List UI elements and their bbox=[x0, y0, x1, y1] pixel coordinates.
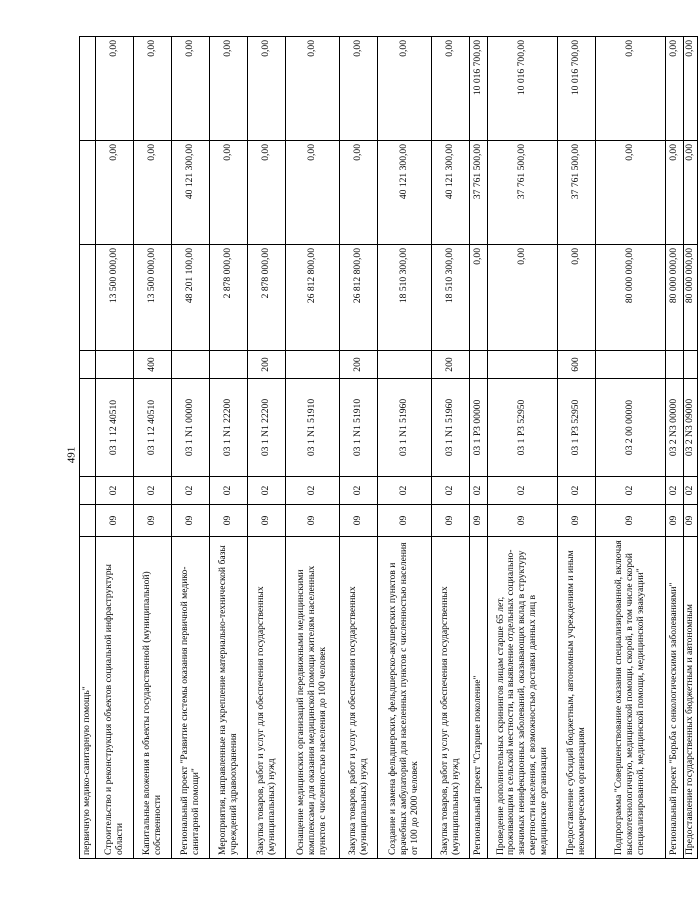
table-row bbox=[96, 37, 134, 859]
csr-code: 03 1 N1 51960 bbox=[432, 379, 470, 477]
vr-code bbox=[470, 351, 488, 379]
table-row bbox=[286, 37, 340, 859]
rz-code: 02 bbox=[488, 477, 558, 505]
amount-year-2: 0,00 bbox=[248, 141, 286, 245]
amount-year-3: 10 016 700,00 bbox=[558, 37, 596, 141]
gr-code: 09 bbox=[470, 505, 488, 537]
amount-year-2: 0,00 bbox=[596, 141, 666, 245]
csr-code: 03 1 P3 52950 bbox=[488, 379, 558, 477]
amount-year-2: 37 761 500,00 bbox=[470, 141, 488, 245]
row-name: Региональный проект "Старшее поколение" bbox=[470, 537, 488, 859]
vr-code: 200 bbox=[340, 351, 378, 379]
csr-code: 03 1 12 40510 bbox=[96, 379, 134, 477]
vr-code: 200 bbox=[248, 351, 286, 379]
rz-code: 02 bbox=[470, 477, 488, 505]
amount-year-1: 2 878 000,00 bbox=[248, 245, 286, 351]
gr-code: 09 bbox=[248, 505, 286, 537]
rz-code: 02 bbox=[432, 477, 470, 505]
amount-year-3: 0,00 bbox=[378, 37, 432, 141]
amount-year-2: 40 121 300,00 bbox=[432, 141, 470, 245]
rz-code bbox=[80, 477, 96, 505]
amount-year-1 bbox=[80, 245, 96, 351]
amount-year-2: 0,00 bbox=[210, 141, 248, 245]
amount-year-3: 0,00 bbox=[432, 37, 470, 141]
amount-year-1: 80 000 000,00 bbox=[666, 245, 684, 351]
budget-table bbox=[79, 37, 696, 859]
csr-code bbox=[80, 379, 96, 477]
vr-code: 600 bbox=[558, 351, 596, 379]
table-row bbox=[596, 37, 666, 859]
gr-code: 09 bbox=[558, 505, 596, 537]
page-number: 491 bbox=[65, 446, 77, 464]
amount-year-3: 0,00 bbox=[248, 37, 286, 141]
table-row bbox=[340, 37, 378, 859]
amount-year-1: 18 510 300,00 bbox=[378, 245, 432, 351]
vr-code bbox=[488, 351, 558, 379]
row-name: Оснащение медицинских организаций передвижными медицинскими комплексами для оказания медицинской помощи жителям населенных пунктов с численностью населения до 100 человек bbox=[286, 537, 340, 859]
amount-year-3: 0,00 bbox=[286, 37, 340, 141]
rz-code: 02 bbox=[134, 477, 172, 505]
gr-code: 09 bbox=[286, 505, 340, 537]
amount-year-2: 37 761 500,00 bbox=[488, 141, 558, 245]
amount-year-1: 26 812 800,00 bbox=[340, 245, 378, 351]
row-name: Проведение дополнительных скринингов лицам старше 65 лет, проживающим в сельской местности, на выявление отдельных социально-значимых неинфекционных заболеваний, оказывающих вклад в структуру смертности населения, с возможностью доставки данных лиц в медицинские организации bbox=[488, 537, 558, 859]
table-row bbox=[80, 37, 96, 859]
csr-code: 03 1 N1 51910 bbox=[286, 379, 340, 477]
gr-code: 09 bbox=[378, 505, 432, 537]
amount-year-2: 0,00 bbox=[684, 141, 698, 245]
table-row bbox=[684, 37, 698, 859]
amount-year-3: 0,00 bbox=[134, 37, 172, 141]
csr-code: 03 2 N3 00000 bbox=[666, 379, 684, 477]
rz-code: 02 bbox=[210, 477, 248, 505]
csr-code: 03 1 N1 00000 bbox=[172, 379, 210, 477]
csr-code: 03 1 N1 51910 bbox=[340, 379, 378, 477]
rz-code: 02 bbox=[666, 477, 684, 505]
row-name: Мероприятия, направленные на укрепление материально-технической базы учреждений здравоохранения bbox=[210, 537, 248, 859]
row-name: Подпрограмма "Совершенствование оказания специализированной, включая высокотехнологичную, медицинской помощи, скорой, в том числе скорой специализированной, медицинской помощи, медицинской эвакуации" bbox=[596, 537, 666, 859]
csr-code: 03 2 00 00000 bbox=[596, 379, 666, 477]
gr-code: 09 bbox=[340, 505, 378, 537]
amount-year-1: 2 878 000,00 bbox=[210, 245, 248, 351]
gr-code: 09 bbox=[134, 505, 172, 537]
csr-code: 03 2 N3 09000 bbox=[684, 379, 698, 477]
gr-code: 09 bbox=[666, 505, 684, 537]
amount-year-2: 40 121 300,00 bbox=[172, 141, 210, 245]
amount-year-3: 0,00 bbox=[684, 37, 698, 141]
row-name: первичную медико-санитарную помощь" bbox=[80, 537, 96, 859]
csr-code: 03 1 N1 22200 bbox=[248, 379, 286, 477]
amount-year-3: 10 016 700,00 bbox=[488, 37, 558, 141]
row-name: Капитальные вложения в объекты государственной (муниципальной) собственности bbox=[134, 537, 172, 859]
table-row bbox=[248, 37, 286, 859]
rz-code: 02 bbox=[286, 477, 340, 505]
vr-code bbox=[286, 351, 340, 379]
vr-code bbox=[684, 351, 698, 379]
amount-year-2 bbox=[80, 141, 96, 245]
rz-code: 02 bbox=[684, 477, 698, 505]
gr-code: 09 bbox=[684, 505, 698, 537]
amount-year-2: 40 121 300,00 bbox=[378, 141, 432, 245]
row-name: Закупка товаров, работ и услуг для обеспечения государственных (муниципальных) нужд bbox=[340, 537, 378, 859]
csr-code: 03 1 N1 22200 bbox=[210, 379, 248, 477]
row-name: Строительство и реконструкция объектов социальной инфраструктуры области bbox=[96, 537, 134, 859]
amount-year-2: 0,00 bbox=[666, 141, 684, 245]
vr-code bbox=[172, 351, 210, 379]
rz-code: 02 bbox=[558, 477, 596, 505]
csr-code: 03 1 12 40510 bbox=[134, 379, 172, 477]
amount-year-3: 0,00 bbox=[96, 37, 134, 141]
rz-code: 02 bbox=[248, 477, 286, 505]
amount-year-3: 0,00 bbox=[340, 37, 378, 141]
rz-code: 02 bbox=[596, 477, 666, 505]
rz-code: 02 bbox=[96, 477, 134, 505]
row-name: Региональный проект "Развитие системы оказания первичной медико-санитарной помощи" bbox=[172, 537, 210, 859]
table-row bbox=[470, 37, 488, 859]
gr-code: 09 bbox=[596, 505, 666, 537]
vr-code: 200 bbox=[432, 351, 470, 379]
amount-year-3: 0,00 bbox=[172, 37, 210, 141]
amount-year-1: 0,00 bbox=[558, 245, 596, 351]
table-row bbox=[666, 37, 684, 859]
gr-code: 09 bbox=[96, 505, 134, 537]
vr-code bbox=[666, 351, 684, 379]
table-row bbox=[558, 37, 596, 859]
amount-year-2: 0,00 bbox=[286, 141, 340, 245]
csr-code: 03 1 N1 51960 bbox=[378, 379, 432, 477]
rz-code: 02 bbox=[172, 477, 210, 505]
row-name: Предоставление субсидий бюджетным, автономным учреждениям и иным некоммерческим организациям bbox=[558, 537, 596, 859]
table-row bbox=[210, 37, 248, 859]
amount-year-2: 37 761 500,00 bbox=[558, 141, 596, 245]
amount-year-2: 0,00 bbox=[340, 141, 378, 245]
table-row bbox=[172, 37, 210, 859]
vr-code bbox=[596, 351, 666, 379]
csr-code: 03 1 P3 00000 bbox=[470, 379, 488, 477]
gr-code: 09 bbox=[210, 505, 248, 537]
amount-year-1: 0,00 bbox=[470, 245, 488, 351]
table-row bbox=[432, 37, 470, 859]
amount-year-1: 26 812 800,00 bbox=[286, 245, 340, 351]
csr-code: 03 1 P3 52950 bbox=[558, 379, 596, 477]
amount-year-1: 13 500 000,00 bbox=[96, 245, 134, 351]
amount-year-2: 0,00 bbox=[134, 141, 172, 245]
amount-year-1: 80 000 000,00 bbox=[684, 245, 698, 351]
row-name: Региональный проект "Борьба с онкологическими заболеваниями" bbox=[666, 537, 684, 859]
row-name: Создание и замена фельдшерских, фельдшерско-акушерских пунктов и врачебных амбулаторий для населенных пунктов с численностью населения от 100 до 2000 человек bbox=[378, 537, 432, 859]
amount-year-1: 48 201 100,00 bbox=[172, 245, 210, 351]
table-row bbox=[134, 37, 172, 859]
vr-code bbox=[378, 351, 432, 379]
row-name: Закупка товаров, работ и услуг для обеспечения государственных (муниципальных) нужд bbox=[432, 537, 470, 859]
amount-year-1: 13 500 000,00 bbox=[134, 245, 172, 351]
table-body bbox=[80, 37, 698, 859]
rz-code: 02 bbox=[378, 477, 432, 505]
amount-year-1: 0,00 bbox=[488, 245, 558, 351]
gr-code: 09 bbox=[432, 505, 470, 537]
row-name: Закупка товаров, работ и услуг для обеспечения государственных (муниципальных) нужд bbox=[248, 537, 286, 859]
vr-code bbox=[80, 351, 96, 379]
gr-code bbox=[80, 505, 96, 537]
amount-year-3 bbox=[80, 37, 96, 141]
vr-code bbox=[210, 351, 248, 379]
rz-code: 02 bbox=[340, 477, 378, 505]
gr-code: 09 bbox=[488, 505, 558, 537]
vr-code: 400 bbox=[134, 351, 172, 379]
amount-year-1: 80 000 000,00 bbox=[596, 245, 666, 351]
vr-code bbox=[96, 351, 134, 379]
amount-year-2: 0,00 bbox=[96, 141, 134, 245]
table-row bbox=[488, 37, 558, 859]
amount-year-3: 0,00 bbox=[596, 37, 666, 141]
amount-year-1: 18 510 300,00 bbox=[432, 245, 470, 351]
amount-year-3: 0,00 bbox=[210, 37, 248, 141]
gr-code: 09 bbox=[172, 505, 210, 537]
row-name: Предоставление государственных бюджетным и автономным bbox=[684, 537, 698, 859]
amount-year-3: 10 016 700,00 bbox=[470, 37, 488, 141]
table-row bbox=[378, 37, 432, 859]
amount-year-3: 0,00 bbox=[666, 37, 684, 141]
